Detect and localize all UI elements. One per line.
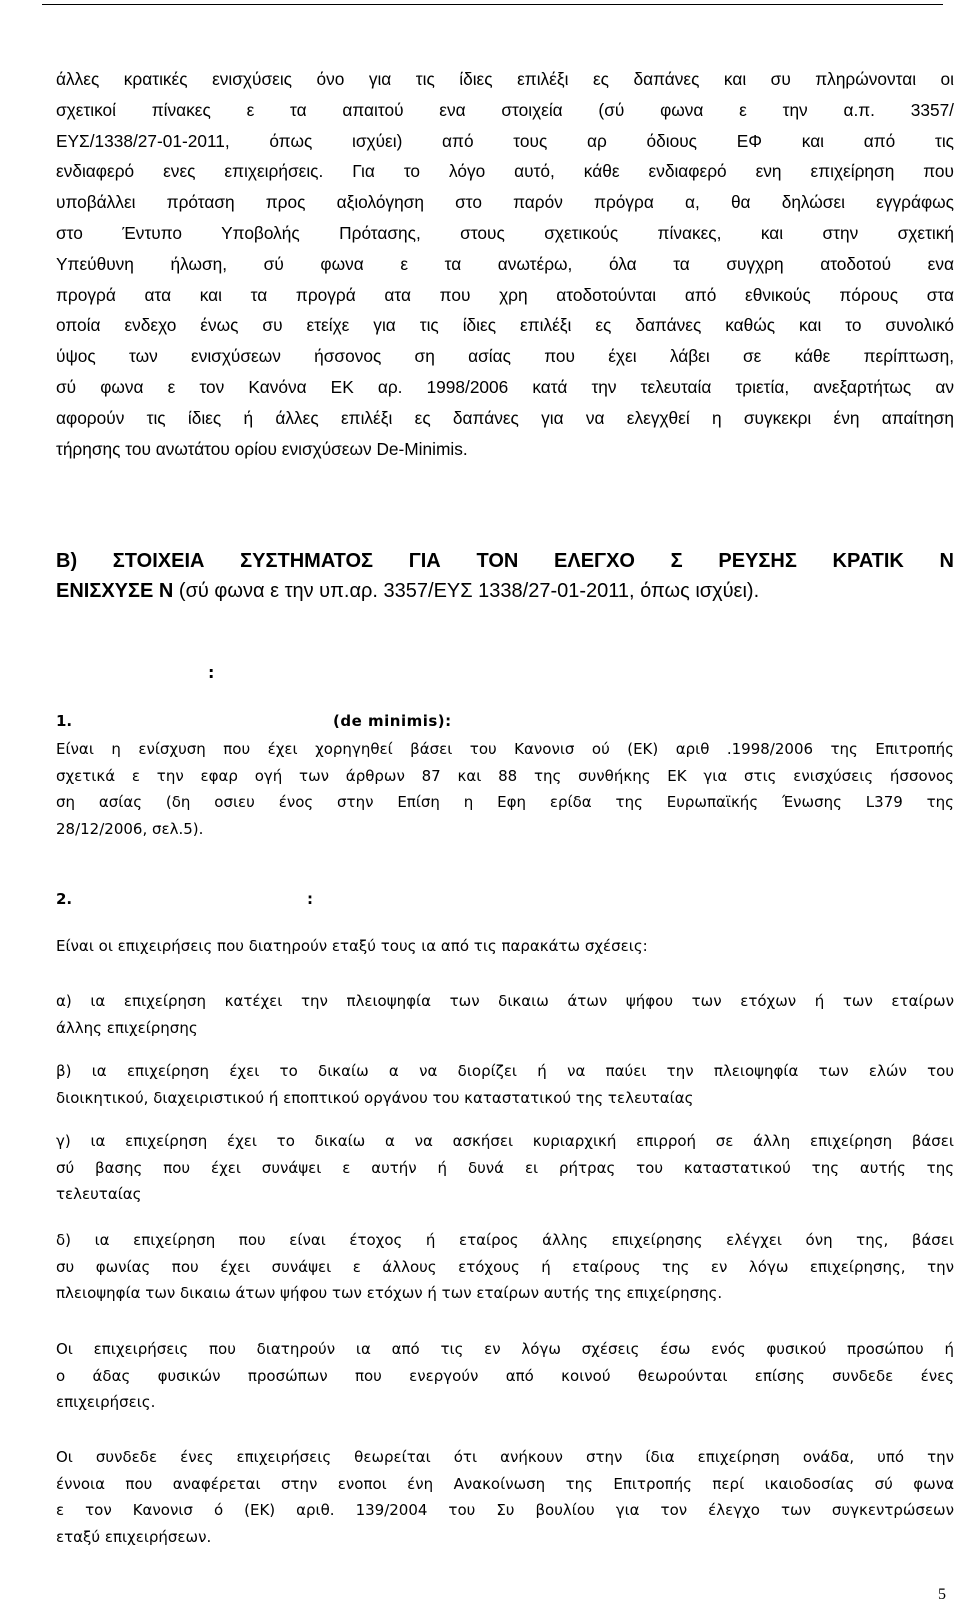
text-line: Είναι η ενίσχυση που έχει χορηγηθεί βάσει του Κανονισ ού (ΕΚ) αριθ .1998/2006 της Επιτροπής <box>56 740 954 758</box>
definition-2-term: : <box>307 890 313 908</box>
definition-2-item-b <box>56 1058 954 1111</box>
paragraph-de-minimis-declaration <box>56 64 954 464</box>
section-b-reference: (σύ φωνα ε την υπ.αρ. 3357/ΕΥΣ 1338/27-01-2011, όπως ισχύει). <box>173 580 760 602</box>
text-line: δ) ια επιχείρηση που είναι έτοχος ή εταίρος άλλης επιχείρησης ελέγχει όνη της, βάσει <box>56 1231 954 1249</box>
section-b-title: Β) ΣΤΟΙΧΕΙΑ ΣΥΣΤΗΜΑΤΟΣ ΓΙΑ ΤΟΝ ΕΛΕΓΧΟ Σ ΡΕΥΣΗΣ ΚΡΑΤΙΚ Ν <box>56 550 954 572</box>
text-line: οποία ενδεχο ένως συ ετείχε για τις ίδιες επιλέξι ες δαπάνες καθώς και το συνολικό <box>56 315 954 336</box>
text-line: σύ φωνα ε τον Κανόνα ΕΚ αρ. 1998/2006 κατά την τελευταία τριετία, ανεξαρτήτως αν <box>56 376 954 397</box>
text-line: ε τον Κανονισ ό (ΕΚ) αριθ. 139/2004 του Συ βουλίου για τον έλεγχο των συγκεντρώσεων <box>56 1501 954 1519</box>
text-line: σύ βασης που έχει συνάψει ε αυτήν ή δυνά ει ρήτρας του καταστατικού της αυτής της <box>56 1158 954 1177</box>
text-line: Οι επιχειρήσεις που διατηρούν ια από τις εν λόγω σχέσεις έσω ενός φυσικού προσώπου ή <box>56 1340 954 1358</box>
section-b-subtitle <box>56 576 954 606</box>
text-line: Οι συνδεδε ένες επιχειρήσεις θεωρείται ότι ανήκουν στην ίδια επιχείρηση ονάδα, υπό την <box>56 1448 954 1466</box>
text-line: Υπεύθυνη ήλωση, σύ φωνα ε τα ανωτέρω, όλα τα συγχρη ατοδοτού ενα <box>56 253 954 274</box>
text-line: β) ια επιχείρηση έχει το δικαίω α να διορίζει ή να παύει την πλειοψηφία των ελών του <box>56 1062 954 1080</box>
page-number: 5 <box>938 1586 946 1603</box>
definition-1-body <box>56 736 954 842</box>
text-line: Είναι οι επιχειρήσεις που διατηρούν εταξύ τους ια από τις παρακάτω σχέσεις: <box>56 937 648 955</box>
text-line: υποβάλλει πρόταση προς αξιολόγηση στο παρόν πρόγρα α, θα δηλώσει εγγράφως <box>56 192 954 213</box>
definition-2-item-a <box>56 988 954 1041</box>
text-line: α) ια επιχείρηση κατέχει την πλειοψηφία των δικαιω άτων ψήφου των ετόχων ή των εταίρων <box>56 992 954 1010</box>
text-line: σχετικοί πίνακες ε τα απαιτού ενα στοιχεία (σύ φωνα ε την α.π. 3357/ <box>56 99 954 120</box>
definition-1-number: 1. <box>56 712 73 730</box>
text-line: ο άδας φυσικών προσώπων που ενεργούν από κοινού θεωρούνται επίσης συνδεδε ένες <box>56 1366 954 1385</box>
text-line: επιχειρήσεις. <box>56 1393 156 1411</box>
text-line: γ) ια επιχείρηση έχει το δικαίω α να ασκήσει κυριαρχική επιρροή σε άλλη επιχείρηση βάσει <box>56 1132 954 1150</box>
definition-1-term: (de minimis): <box>333 712 452 730</box>
text-line: αφορούν τις ίδιες ή άλλες επιλέξι ες δαπάνες για να ελεγχθεί η συγκεκρι ένη απαίτηση <box>56 407 954 428</box>
text-line: σχετικά ε την εφαρ ογή των άρθρων 87 και 88 της συνθήκης ΕΚ για στις ενισχύσεις ήσσονος <box>56 766 954 785</box>
text-line: άλλες κρατικές ενισχύσεις όνο για τις ίδιες επιλέξι ες δαπάνες και συ πληρώνονται οι <box>56 69 954 89</box>
definition-2-item-c <box>56 1128 954 1208</box>
text-line: προγρά ατα και τα προγρά ατα που χρη ατοδοτούνται από εθνικούς πόρους στα <box>56 284 954 305</box>
definition-2-number: 2. <box>56 890 73 908</box>
section-b-heading <box>56 546 954 606</box>
text-line: ύψος των ενισχύσεων ήσσονος ση ασίας που έχει λάβει σε κάθε περίπτωση, <box>56 346 954 367</box>
top-rule <box>42 4 943 5</box>
single-enterprise-paragraph <box>56 1444 954 1550</box>
text-line: 28/12/2006, σελ.5). <box>56 819 204 838</box>
definitions-heading-colon: : <box>208 663 215 682</box>
text-line: διοικητικού, διαχειριστικού ή εποπτικού οργάνου του καταστατικού της τελευταίας <box>56 1088 694 1107</box>
section-b-title-continued: ΕΝΙΣΧΥΣΕ Ν <box>56 580 174 602</box>
text-line: ενδιαφερό ενες επιχειρήσεις. Για το λόγο αυτό, κάθε ενδιαφερό ενη επιχείρηση που <box>56 161 954 182</box>
text-line: τελευταίας <box>56 1185 142 1203</box>
linked-enterprises-paragraph <box>56 1336 954 1416</box>
text-line: ση ασίας (δη οσιευ ένος στην Επίση η Εφη ερίδα της Ευρωπαϊκής Ένωσης L379 της <box>56 793 954 811</box>
text-line: τήρησης του ανωτάτου ορίου ενισχύσεων De-Minimis. <box>56 438 468 459</box>
text-line: εταξύ επιχειρήσεων. <box>56 1527 212 1546</box>
text-line: ΕΥΣ/1338/27-01-2011, όπως ισχύει) από τους αρ όδιους ΕΦ και από τις <box>56 130 954 151</box>
definition-2-item-d <box>56 1227 954 1307</box>
text-line: άλλης επιχείρησης <box>56 1018 198 1037</box>
text-line: πλειοψηφία των δικαιω άτων ψήφου των ετόχων ή των εταίρων αυτής της επιχείρησης. <box>56 1284 723 1302</box>
text-line: στο Έντυπο Υποβολής Πρότασης, στους σχετικούς πίνακες, και στην σχετική <box>56 222 954 243</box>
text-line: συ φωνίας που έχει συνάψει ε άλλους ετόχους ή εταίρους της εν λόγω επιχείρησης, την <box>56 1257 954 1276</box>
text-line: έννοια που αναφέρεται στην ενοποι ένη Ανακοίνωση της Επιτροπής περί ικαιοδοσίας σύ φωνα <box>56 1474 954 1493</box>
definition-2-intro <box>56 933 954 960</box>
